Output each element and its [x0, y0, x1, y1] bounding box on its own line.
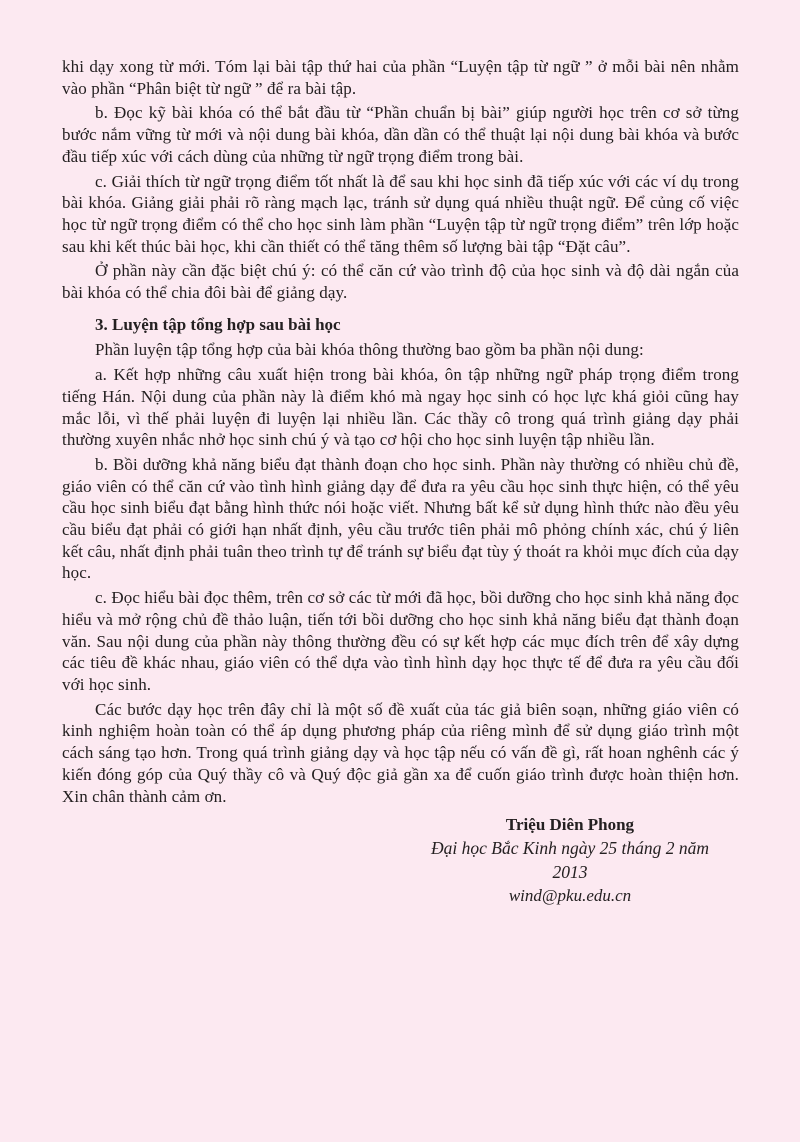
- paragraph-section-intro: Phần luyện tập tổng hợp của bài khóa thông thường bao gồm ba phần nội dung:: [95, 340, 644, 360]
- section-heading-3: 3. Luyện tập tổng hợp sau bài học: [95, 314, 341, 334]
- author-name: Triệu Diên Phong: [505, 815, 635, 835]
- author-email: wind@pku.edu.cn: [508, 886, 632, 906]
- paragraph-item-b-read-text: b. Đọc kỹ bài khóa có thể bắt đầu từ “Phần chuẩn bị bài” giúp người học trên cơ sở từng bước nắm vững từ mới và nội dung bài khóa, dần dần có thể thuật lại nội dung bài khóa và bước đầu tiếp xúc với cách dùng của những từ ngữ trọng điểm trong bài.: [62, 103, 739, 166]
- paragraph-item-c-explain-vocab: c. Giải thích từ ngữ trọng điểm tốt nhất là để sau khi học sinh đã tiếp xúc với các ví dụ trong bài khóa. Giảng giải phải rõ ràng mạch lạc, tránh sử dụng quá nhiều thuật ngữ. Để củng cố việc học từ ngữ trọng điểm có thể cho học sinh làm phần “Luyện tập từ ngữ trọng điểm” trên lớp hoặc sau khi kết thúc bài học, khi cần thiết có thể tăng thêm số lượng bài tập “Đặt câu”.: [62, 171, 739, 256]
- paragraph-item-a-grammar-review: a. Kết hợp những câu xuất hiện trong bài khóa, ôn tập những ngữ pháp trọng điểm trong tiếng Hán. Nội dung của phần này là điểm khó mà ngay học sinh có học lực khá giỏi cũng hay mắc lỗi, vì thế phải luyện đi luyện lại nhiều lần. Các thầy cô trong quá trình giảng dạy phải thường xuyên nhắc nhở học sinh chú ý và tạo cơ hội cho học sinh luyện tập nhiều lần.: [62, 365, 739, 450]
- paragraph-special-note: Ở phần này cần đặc biệt chú ý: có thể căn cứ vào trình độ của học sinh và độ dài ngắn của bài khóa có thể chia đôi bài để giảng dạy.: [62, 261, 739, 303]
- paragraph-closing-remarks: Các bước dạy học trên đây chỉ là một số đề xuất của tác giả biên soạn, những giáo viên có kinh nghiệm hoàn toàn có thể áp dụng phương pháp của riêng mình để sử dụng giáo trình một cách sáng tạo hơn. Trong quá trình giảng dạy và học tập nếu có vấn đề gì, rất hoan nghênh các ý kiến đóng góp của Quý thầy cô và Quý độc giả gần xa để cuốn giáo trình được hoàn thiện hơn. Xin chân thành cảm ơn.: [62, 699, 739, 806]
- paragraph-item-c-reading-comprehension: c. Đọc hiểu bài đọc thêm, trên cơ sở các từ mới đã học, bồi dưỡng cho học sinh khả năng đọc hiểu và mở rộng chủ đề thảo luận, tiến tới bồi dưỡng cho học sinh khả năng biểu đạt thành đoạn văn. Sau nội dung của phần này thông thường đều có sự kết hợp các mục đích trên để xây dựng các tiêu đề khác nhau, giáo viên có thể dựa vào tình hình dạy học thực tế để đưa ra yêu cầu đối với học sinh.: [62, 588, 739, 694]
- paragraph-continuation: khi dạy xong từ mới. Tóm lại bài tập thứ hai của phần “Luyện tập từ ngữ ” ở mỗi bài nên nhằm vào phần “Phân biệt từ ngữ ” để ra bài tập.: [62, 57, 739, 98]
- paragraph-item-b-expression: b. Bồi dưỡng khả năng biểu đạt thành đoạn cho học sinh. Phần này thường có nhiều chủ đề, giáo viên có thể căn cứ vào tình hình giảng dạy để đưa ra yêu cầu học sinh thực hiện, có thể yêu cầu học sinh biểu đạt bằng hình thức nói hoặc viết. Nhưng bất kể sử dụng hình thức nào đều yêu cầu biểu đạt phải có giới hạn nhất định, yêu cầu trước tiên phải mô phỏng chính xác, chú ý liên kết câu, nhất định phải tuân theo trình tự để tránh sự biểu đạt tùy ý thoát ra khỏi mục đích của dạy học.: [62, 454, 739, 583]
- signature-place-date: Đại học Bắc Kinh ngày 25 tháng 2 năm 2013: [430, 838, 710, 883]
- signature-block: [414, 813, 726, 908]
